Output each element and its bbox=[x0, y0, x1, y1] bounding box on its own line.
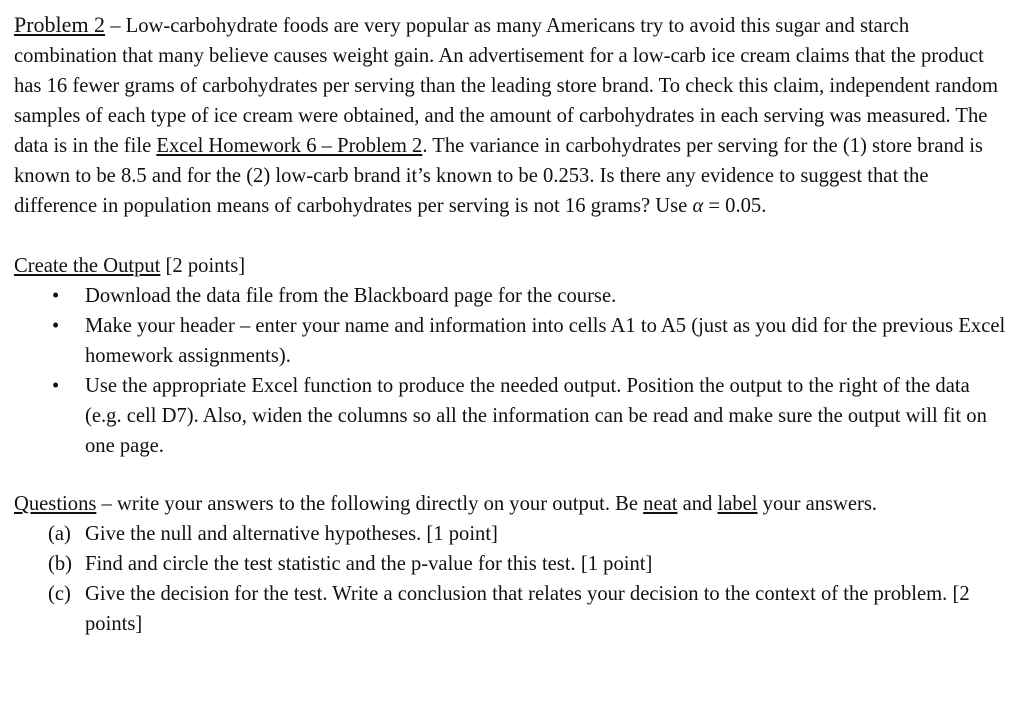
alpha-symbol: α bbox=[692, 195, 704, 217]
problem-variance-text: . The variance in carbohydrates per serving for the (1) store brand is known to be 8.5 and for the (2) low-carb brand it’s known to be 0.253. Is there any evidence to suggest that the difference in population means of carbohydrates per serving is not 16 grams? Use bbox=[14, 135, 983, 217]
bullet-icon: • bbox=[52, 315, 60, 337]
questions-intro bbox=[14, 489, 1010, 519]
section-spacer bbox=[14, 461, 1010, 489]
list-item-text: Make your header – enter your name and information into cells A1 to A5 (just as you did for the previous Excel homework assignments). bbox=[85, 315, 1006, 367]
questions-heading: Questions bbox=[14, 493, 97, 515]
label-word: label bbox=[717, 493, 758, 515]
question-item bbox=[14, 579, 1010, 639]
create-output-heading: Create the Output bbox=[14, 255, 161, 277]
questions-intro-end: your answers. bbox=[757, 493, 878, 515]
list-item-text: Download the data file from the Blackboard page for the course. bbox=[85, 285, 617, 307]
bullet-icon: • bbox=[52, 285, 60, 307]
create-output-heading-line bbox=[14, 251, 1010, 281]
data-file-link[interactable]: Excel Homework 6 – Problem 2 bbox=[156, 135, 423, 157]
list-item bbox=[14, 311, 1010, 371]
question-item bbox=[14, 549, 1010, 579]
question-text: Find and circle the test statistic and the p-value for this test. [1 point] bbox=[85, 553, 653, 575]
problem-title: Problem 2 bbox=[14, 12, 106, 37]
question-text: Give the decision for the test. Write a conclusion that relates your decision to the context of the problem. [2 points] bbox=[85, 583, 970, 635]
neat-word: neat bbox=[643, 493, 678, 515]
alpha-value: = 0.05. bbox=[703, 195, 767, 217]
question-item bbox=[14, 519, 1010, 549]
question-label: (c) bbox=[48, 583, 71, 605]
create-output-list bbox=[14, 281, 1010, 461]
questions-intro-text: – write your answers to the following directly on your output. Be bbox=[96, 493, 644, 515]
create-output-points: [2 points] bbox=[160, 255, 246, 277]
section-spacer bbox=[14, 221, 1010, 251]
question-text: Give the null and alternative hypotheses. [1 point] bbox=[85, 523, 498, 545]
list-item bbox=[14, 281, 1010, 311]
problem-paragraph bbox=[14, 10, 1010, 221]
question-label: (b) bbox=[48, 553, 73, 575]
bullet-icon: • bbox=[52, 375, 60, 397]
list-item bbox=[14, 371, 1010, 461]
list-item-text: Use the appropriate Excel function to produce the needed output. Position the output to the right of the data (e.g. cell D7). Also, widen the columns so all the information can be read and make sure the output will fit on one page. bbox=[85, 375, 987, 457]
questions-list bbox=[14, 519, 1010, 639]
problem-intro-text: – Low-carbohydrate foods are very popular as many Americans try to avoid this sugar and starch combination that many believe causes weight gain. An advertisement for a low-carb ice cream claims that the product has 16 fewer grams of carbohydrates per serving than the leading store brand. To check this claim, independent random samples of each type of ice cream were obtained, and the amount of carbohydrates in each serving was measured. The data is in the file bbox=[14, 15, 999, 157]
question-label: (a) bbox=[48, 523, 71, 545]
and-word: and bbox=[677, 493, 718, 515]
